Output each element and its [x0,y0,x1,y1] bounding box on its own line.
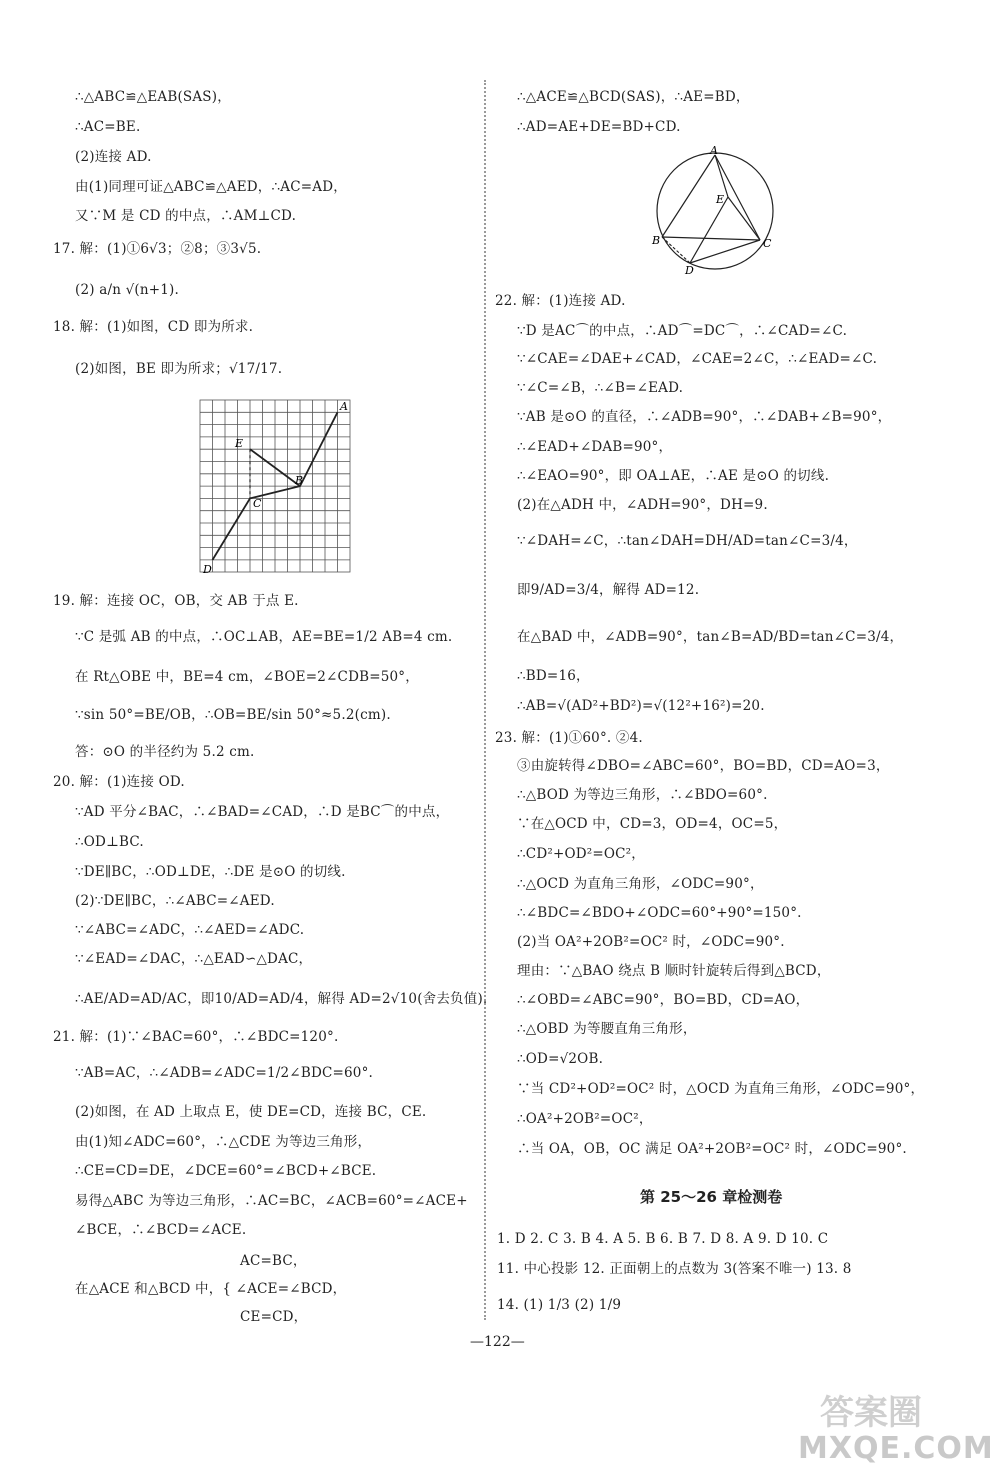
text-line: ∵D 是AC⌒的中点，∴AD⌒=DC⌒，∴∠CAD=∠C. [517,323,848,339]
text-line: 即9/AD=3/4，解得 AD=12. [517,582,700,598]
grid-figure [195,395,355,580]
problem-23: 23. 解：(1)①60°. ②4. [495,730,643,746]
text-line: ∵AD 平分∠BAC，∴∠BAD=∠CAD，∴D 是BC⌒的中点， [75,804,450,820]
page-number: —122— [470,1334,525,1350]
text-line: (2)当 OA²+2OB²=OC² 时，∠ODC=90°. [517,934,785,950]
label-b: B [652,234,661,247]
watermark-site: MXQE.COM [798,1431,994,1466]
text-line: ∴BD=16， [517,668,590,684]
text-line: ∴∠EAD+∠DAB=90°， [517,439,673,455]
text-line: ∴∠BDC=∠BDO+∠ODC=60°+90°=150°. [517,905,802,921]
text-line: ∵DE∥BC，∴OD⊥DE，∴DE 是⊙O 的切线. [75,864,346,880]
text-line: AC=BC， [240,1253,307,1269]
text-line: ∵∠C=∠B，∴∠B=∠EAD. [517,380,684,396]
text-line: ∵sin 50°=BE/OB，∴OB=BE/sin 50°≈5.2(cm). [75,707,391,723]
text-line: ∵在△OCD 中，CD=3，OD=4，OC=5， [517,816,788,832]
text-line: 易得△ABC 为等边三角形，∴AC=BC，∠ACB=60°=∠ACE+ [75,1193,468,1209]
circle-figure [650,145,785,275]
text-line: ∴AE/AD=AD/AC，即10/AD=AD/4，解得 AD=2√10(舍去负值). [75,991,488,1007]
problem-21: 21. 解：(1)∵∠BAC=60°，∴∠BDC=120°. [53,1029,339,1045]
problem-20: 20. 解：(1)连接 OD. [53,774,185,790]
text-line: ∴△BOD 为等边三角形，∴∠BDO=60°. [517,787,768,803]
text-line: ∴AC=BE. [75,119,141,135]
text-line: (2) a/n √(n+1). [75,282,180,298]
watermark-logo: 答案圈 [820,1393,922,1433]
text-line: ∴CD²+OD²=OC²， [517,846,645,862]
label-c: C [763,237,772,250]
text-line: (2)∵DE∥BC，∴∠ABC=∠AED. [75,893,275,909]
text-line: ∠BCE，∴∠BCD=∠ACE. [75,1222,247,1238]
text-line: ∵∠ABC=∠ADC，∴∠AED=∠ADC. [75,922,305,938]
watermark [790,1385,995,1470]
text-line: ∵∠CAE=∠DAE+∠CAD，∠CAE=2∠C，∴∠EAD=∠C. [517,351,878,367]
text-line: ③由旋转得∠DBO=∠ABC=60°，BO=BD，CD=AO=3， [517,758,890,774]
column-divider [484,80,486,1320]
text-line: ∴CE=CD=DE，∠DCE=60°=∠BCD+∠BCE. [75,1163,377,1179]
text-line: ∴△ABC≌△EAB(SAS)， [75,89,231,105]
text-line: 在△ACE 和△BCD 中，{ ∠ACE=∠BCD， [75,1281,347,1297]
text-line: (2)如图，在 AD 上取点 E，使 DE=CD，连接 BC，CE. [75,1104,427,1120]
text-line: ∴△ACE≌△BCD(SAS)，∴AE=BD， [517,89,750,105]
text-line: ∴∠EAO=90°，即 OA⊥AE，∴AE 是⊙O 的切线. [517,468,830,484]
text-line: ∵AB 是⊙O 的直径，∴∠ADB=90°，∴∠DAB+∠B=90°， [517,409,892,425]
text-line: ∵AB=AC，∴∠ADB=∠ADC=1/2∠BDC=60°. [75,1065,374,1081]
text-line: ∵当 CD²+OD²=OC² 时，△OCD 为直角三角形，∠ODC=90°， [517,1081,925,1097]
text-line: ∴∠OBD=∠ABC=90°，BO=BD，CD=AO， [517,992,810,1008]
label-d: D [685,264,694,275]
text-line: ∵C 是弧 AB 的中点，∴OC⊥AB，AE=BE=1/2 AB=4 cm. [75,629,453,645]
text-line: ∵∠DAH=∠C，∴tan∠DAH=DH/AD=tan∠C=3/4， [517,533,858,549]
text-line: ∴OD⊥BC. [75,834,144,850]
label-c: C [253,497,262,510]
text-line: 由(1)同理可证△ABC≌△AED，∴AC=AD， [75,179,347,195]
triangle-lines [662,155,760,263]
text-line: 理由：∵△BAO 绕点 B 顺时针旋转后得到△BCD， [517,963,831,979]
problem-22: 22. 解：(1)连接 AD. [495,293,626,309]
answer-line: 1. D 2. C 3. B 4. A 5. B 6. B 7. D 8. A 9. D 10. C [497,1231,829,1247]
text-line: (2)在△ADH 中，∠ADH=90°，DH=9. [517,497,768,513]
text-line: ∵∠EAD=∠DAC，∴△EAD∽△DAC， [75,951,313,967]
problem-17: 17. 解：(1)①6√3；②8；③3√5. [53,241,262,257]
section-title: 第 25～26 章检测卷 [640,1188,783,1206]
label-b: B [295,474,304,487]
text-line: (2)如图，BE 即为所求；√17/17. [75,361,283,377]
answer-line: 14. (1) 1/3 (2) 1/9 [497,1297,622,1313]
text-line: ∴△OCD 为直角三角形，∠ODC=90°， [517,876,764,892]
answer-line: 11. 中心投影 12. 正面朝上的点数为 3(答案不唯一) 13. 8 [497,1261,852,1277]
text-line: (2)连接 AD. [75,149,152,165]
text-line: ∴当 OA，OB，OC 满足 OA²+2OB²=OC² 时，∠ODC=90°. [517,1141,907,1157]
label-d: D [203,563,212,576]
grid-lines [200,400,350,572]
text-line: CE=CD， [240,1309,308,1325]
label-a: A [710,145,718,157]
text-line: 在 Rt△OBE 中，BE=4 cm，∠BOE=2∠CDB=50°， [75,669,419,685]
dashed-bd [662,237,690,263]
circle-o [657,153,773,269]
text-line: ∴OD=√2OB. [517,1051,604,1067]
problem-19: 19. 解：连接 OC，OB，交 AB 于点 E. [53,593,299,609]
text-line: ∴AD=AE+DE=BD+CD. [517,119,681,135]
text-line: ∴AB=√(AD²+BD²)=√(12²+16²)=20. [517,698,765,714]
label-e: E [235,437,244,450]
problem-18: 18. 解：(1)如图，CD 即为所求. [53,319,254,335]
text-line: ∴△OBD 为等腰直角三角形， [517,1021,697,1037]
text-line: 由(1)知∠ADC=60°，∴△CDE 为等边三角形， [75,1134,372,1150]
text-line: ∴OA²+2OB²=OC²， [517,1111,653,1127]
label-a: A [340,400,348,413]
text-line: 在△BAD 中，∠ADB=90°，tan∠B=AD/BD=tan∠C=3/4， [517,629,904,645]
text-line: 又∵M 是 CD 的中点，∴AM⊥CD. [75,208,297,224]
label-e: E [716,193,725,206]
text-line: 答：⊙O 的半径约为 5.2 cm. [75,744,255,760]
